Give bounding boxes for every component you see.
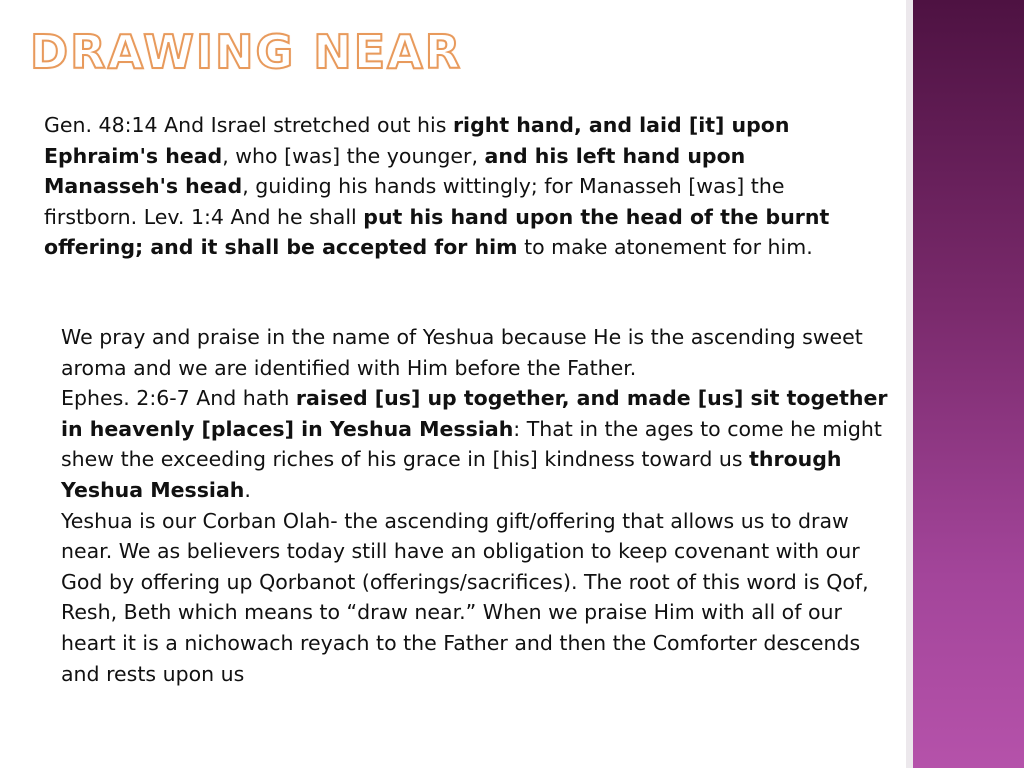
p1-text: , guiding his hands wittingly; for Manasseh [was] the firstborn. Lev. 1:4 And he shall <box>44 174 785 229</box>
p1-text: , who [was] the younger, <box>222 143 485 168</box>
side-divider <box>906 0 913 768</box>
p2-bold: raised [us] up together, and made [us] sit together in heavenly [places] in Yeshua Messiah <box>61 386 888 441</box>
decorative-side-band <box>913 0 1024 768</box>
p1-bold: put his hand upon the head of the burnt offering; and it shall be accepted for him <box>44 204 830 260</box>
paragraph-yeshua-drawing-near <box>61 322 891 689</box>
p1-bold: and his left hand upon Manasseh's head <box>44 143 746 199</box>
p2-line-pray: We pray and praise in the name of Yeshua because He is the ascending sweet aroma and we are identified with Him before the Father. <box>61 325 863 380</box>
slide-title: DRAWING NEAR <box>30 25 463 79</box>
p2-text: : That in the ages to come he might shew the exceeding riches of his grace in [his] kindness toward us <box>61 416 882 472</box>
p1-text: to make atonement for him. <box>517 235 813 260</box>
p1-text: Gen. 48:14 And Israel stretched out his <box>44 113 453 137</box>
p2-text: Ephes. 2:6-7 And hath <box>61 386 296 411</box>
p2-line-corban: Yeshua is our Corban Olah- the ascending gift/offering that allows us to draw near. We as believers today still have an obligation to keep covenant with our God by offering up Qorbanot (offerings/sacrifices). The root of this word is Qof, Resh, Beth which means to “draw near.” When we praise Him with all of our heart it is a nichowach reyach to the Father and then the Comforter descends and rests upon us <box>61 508 869 686</box>
paragraph-scripture-gen-lev <box>44 110 864 263</box>
p2-text: . <box>244 477 251 502</box>
p1-bold: right hand, and laid [it] upon Ephraim's head <box>44 113 790 168</box>
p2-bold: through Yeshua Messiah <box>61 447 842 502</box>
p2-line-ephes <box>61 383 891 505</box>
